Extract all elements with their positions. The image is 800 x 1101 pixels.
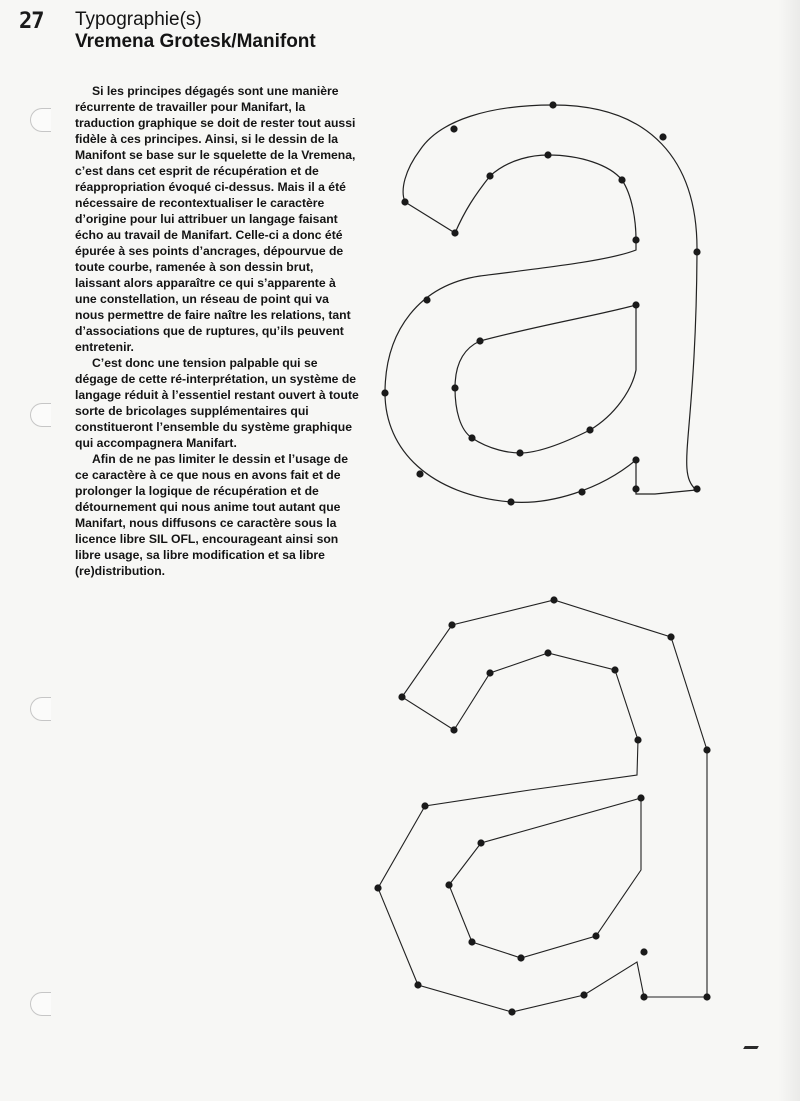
page-title: Typographie(s) xyxy=(75,9,202,30)
anchor-point xyxy=(703,993,710,1000)
anchor-point xyxy=(508,1008,515,1015)
anchor-point xyxy=(632,485,639,492)
anchor-point xyxy=(578,488,585,495)
polygonal-a-anchor-points xyxy=(374,596,710,1015)
anchor-point xyxy=(632,456,639,463)
anchor-point xyxy=(517,954,524,961)
paragraph-1: Si les principes dégagés sont une manière récurrente de travailler pour Manifart, la traduction graphique se doit de rester tout aussi fidèle à ces principes. Ainsi, si le dessin de la Manifont se base sur le squelette de la Vremena, c’est dans cet esprit de récupération et de réappropriation évoqué ci-dessus. Mais il a été nécessaire de recontextualiser le caractère d’origine pour lui attribuer un langage faisant écho au travail de Manifart. Celle-ci a donc été épurée à ses points d’ancrages, dépourvue de toute courbe, ramenée à son dessin brut, laissant alors apparaître ce qui s’apparente à une constellation, un réseau de point qui va nous permettre de faire naître les relations, tant d’associations que de ruptures, qu’ils peuvent entretenir. xyxy=(75,84,356,354)
anchor-point xyxy=(592,932,599,939)
anchor-point xyxy=(632,236,639,243)
paragraph-2: C’est donc une tension palpable qui se dégage de cette ré-interprétation, un système de langage réduit à l’essentiel restant ouvert à toute sorte de bricolages supplémentaires qui constitueront l’ensemble du système graphique qui accompagnera Manifart. xyxy=(75,356,359,450)
paragraph-3: Afin de ne pas limiter le dessin et l’usage de ce caractère à ce que nous en avons fait et de prolonger la logique de récupération et de détournement qui nous anime tout autant que Manifart, nous diffusons ce caractère sous la licence libre SIL OFL, encourageant ainsi son libre usage, sa libre modification et sa libre (re)distribution. xyxy=(75,452,349,578)
anchor-point xyxy=(468,434,475,441)
anchor-point xyxy=(421,802,428,809)
anchor-point xyxy=(486,669,493,676)
anchor-point xyxy=(445,881,452,888)
anchor-point xyxy=(450,125,457,132)
anchor-point xyxy=(703,746,710,753)
anchor-point xyxy=(414,981,421,988)
anchor-point xyxy=(507,498,514,505)
anchor-point xyxy=(637,794,644,801)
anchor-point xyxy=(451,229,458,236)
anchor-point xyxy=(580,991,587,998)
anchor-point xyxy=(667,633,674,640)
anchor-point xyxy=(693,248,700,255)
anchor-point xyxy=(550,596,557,603)
page-subtitle: Vremena Grotesk/Manifont xyxy=(75,31,316,52)
curved-a-glyph xyxy=(385,105,697,502)
anchor-point xyxy=(544,151,551,158)
anchor-point xyxy=(423,296,430,303)
anchor-point xyxy=(618,176,625,183)
anchor-point xyxy=(544,649,551,656)
anchor-point xyxy=(693,485,700,492)
anchor-point xyxy=(401,198,408,205)
anchor-point xyxy=(468,938,475,945)
anchor-point xyxy=(448,621,455,628)
anchor-point xyxy=(549,101,556,108)
anchor-point xyxy=(640,993,647,1000)
curved-a-anchor-points xyxy=(381,101,700,505)
anchor-point xyxy=(381,389,388,396)
anchor-point xyxy=(659,133,666,140)
anchor-point xyxy=(634,736,641,743)
anchor-point xyxy=(611,666,618,673)
anchor-point xyxy=(640,948,647,955)
page-number: 27 xyxy=(19,9,44,34)
corner-mark xyxy=(743,1046,759,1049)
anchor-point xyxy=(398,693,405,700)
anchor-point xyxy=(416,470,423,477)
anchor-point xyxy=(451,384,458,391)
anchor-point xyxy=(516,449,523,456)
anchor-point xyxy=(374,884,381,891)
anchor-point xyxy=(586,426,593,433)
anchor-point xyxy=(450,726,457,733)
anchor-point xyxy=(486,172,493,179)
anchor-point xyxy=(632,301,639,308)
anchor-point xyxy=(477,839,484,846)
anchor-point xyxy=(476,337,483,344)
